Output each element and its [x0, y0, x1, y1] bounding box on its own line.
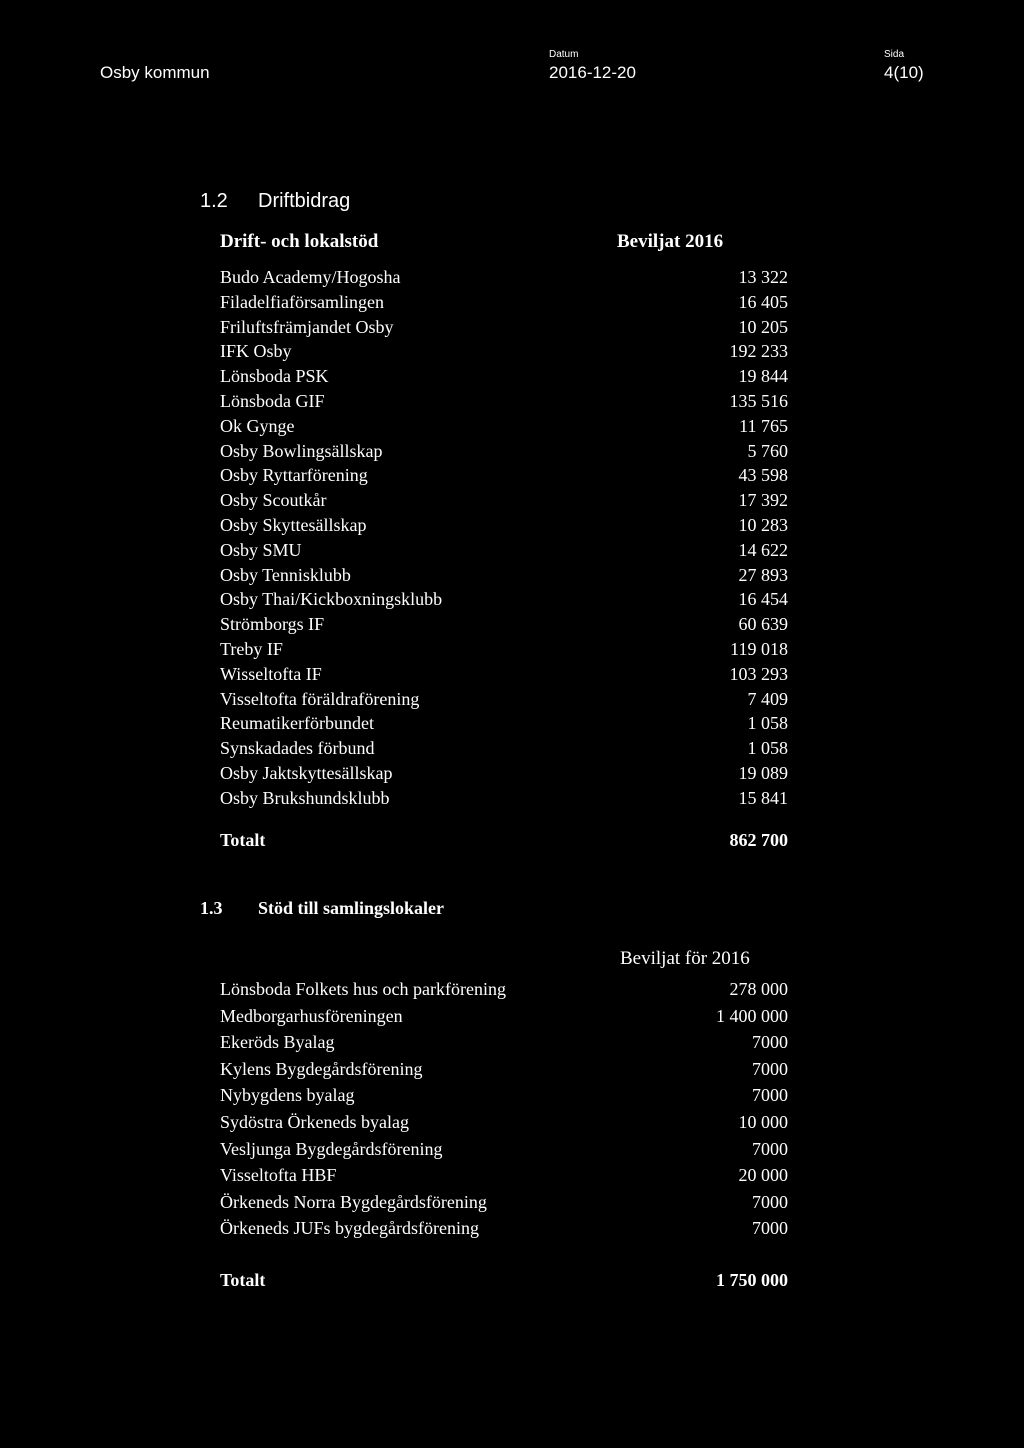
row-name: Lönsboda Folkets hus och parkförening [220, 979, 506, 999]
table-row [220, 315, 790, 340]
document-date: 2016-12-20 [549, 63, 636, 82]
row-amount: 10 000 [738, 1111, 788, 1132]
row-amount: 20 000 [738, 1165, 788, 1186]
row-amount: 14 622 [738, 539, 788, 560]
row-amount: 135 516 [729, 390, 788, 411]
row-name: Medborgarhusföreningen [220, 1005, 403, 1026]
table-row [220, 488, 790, 513]
table-row [220, 736, 790, 761]
samlingslokaler-total [220, 1270, 788, 1291]
row-amount: 103 293 [729, 663, 788, 684]
table-row [220, 463, 790, 488]
table-row [220, 1162, 788, 1189]
row-name: Osby Skyttesällskap [220, 514, 367, 535]
row-name: Lönsboda GIF [220, 390, 325, 411]
table-row [220, 786, 790, 811]
table-row [220, 1082, 788, 1109]
table-row [220, 414, 790, 439]
row-name: Örkeneds Norra Bygdegårdsförening [220, 1191, 487, 1212]
row-name: Vesljunga Bygdegårdsförening [220, 1138, 443, 1159]
row-amount: 11 765 [739, 415, 788, 436]
row-name: Nybygdens byalag [220, 1085, 355, 1106]
row-name: Treby IF [220, 638, 283, 659]
table-row [220, 439, 790, 464]
table-row [220, 1029, 788, 1056]
row-name: IFK Osby [220, 341, 292, 362]
table-row [220, 538, 790, 563]
total-value: 862 700 [729, 830, 788, 850]
driftbidrag-table [220, 265, 790, 811]
row-amount: 1 058 [747, 713, 788, 734]
table-row [220, 389, 790, 414]
table-row [220, 290, 790, 315]
row-amount: 7000 [752, 1191, 788, 1212]
total-value: 1 750 000 [716, 1270, 788, 1290]
date-label: Datum [549, 49, 579, 60]
row-amount: 19 089 [738, 762, 788, 783]
row-amount: 7000 [752, 1032, 788, 1053]
row-name: Osby Jaktskyttesällskap [220, 762, 393, 783]
row-amount: 278 000 [729, 979, 788, 999]
row-name: Friluftsfrämjandet Osby [220, 316, 394, 337]
row-name: Visseltofta föräldraförening [220, 688, 420, 709]
row-amount: 10 205 [738, 316, 788, 337]
page-label: Sida [884, 49, 905, 60]
section-title: Driftbidrag [258, 190, 351, 212]
table-row [220, 687, 790, 712]
table-row [220, 761, 790, 786]
row-amount: 7000 [752, 1138, 788, 1159]
row-name: Osby Scoutkår [220, 490, 327, 511]
page-number: 4(10) [884, 63, 924, 82]
row-amount: 17 392 [738, 490, 788, 511]
samlingslokaler-table [220, 976, 788, 1242]
table-row [220, 563, 790, 588]
row-name: Lönsboda PSK [220, 366, 329, 387]
row-amount: 7 409 [747, 688, 788, 709]
column-header-amount: Beviljat 2016 [617, 231, 724, 252]
row-amount: 16 454 [738, 589, 788, 610]
driftbidrag-total [220, 830, 788, 851]
table-row [220, 513, 790, 538]
total-label: Totalt [220, 1270, 266, 1290]
table-row [220, 1136, 788, 1163]
row-name: Osby SMU [220, 539, 302, 560]
row-amount: 60 639 [738, 614, 788, 635]
row-amount: 16 405 [738, 291, 788, 312]
section-heading-driftbidrag [200, 190, 350, 213]
table-row [220, 1215, 788, 1242]
row-name: Budo Academy/Hogosha [220, 267, 401, 287]
table-row [220, 339, 790, 364]
section-title: Stöd till samlingslokaler [258, 898, 445, 918]
row-name: Örkeneds JUFs bygdegårdsförening [220, 1218, 479, 1239]
row-name: Synskadades förbund [220, 738, 375, 759]
row-name: Strömborgs IF [220, 614, 325, 635]
row-amount: 1 058 [747, 738, 788, 759]
row-amount: 43 598 [738, 465, 788, 486]
row-amount: 5 760 [747, 440, 788, 461]
total-label: Totalt [220, 830, 266, 850]
row-amount: 7000 [752, 1218, 788, 1239]
row-name: Ekeröds Byalag [220, 1032, 335, 1053]
table-row [220, 265, 790, 290]
row-name: Osby Tennisklubb [220, 564, 351, 585]
table-row [220, 637, 790, 662]
table-row [220, 1056, 788, 1083]
row-name: Filadelfiaförsamlingen [220, 291, 384, 312]
section-number: 1.3 [200, 898, 223, 918]
table-row [220, 1109, 788, 1136]
section-heading-samlingslokaler [200, 898, 444, 919]
table-row [220, 364, 790, 389]
column-header-name: Drift- och lokalstöd [220, 231, 379, 252]
table-row [220, 976, 788, 1003]
row-amount: 7000 [752, 1085, 788, 1106]
column-header-amount: Beviljat för 2016 [620, 948, 750, 969]
row-name: Sydöstra Örkeneds byalag [220, 1111, 409, 1132]
row-name: Osby Ryttarförening [220, 465, 368, 486]
row-name: Osby Thai/Kickboxningsklubb [220, 589, 443, 610]
row-name: Kylens Bygdegårdsförening [220, 1058, 423, 1079]
row-amount: 27 893 [738, 564, 788, 585]
row-name: Osby Bowlingsällskap [220, 440, 383, 461]
row-name: Osby Brukshundsklubb [220, 787, 390, 808]
row-amount: 19 844 [738, 366, 788, 387]
table-row [220, 1189, 788, 1216]
section-number: 1.2 [200, 190, 228, 212]
table-row [220, 711, 790, 736]
table-row [220, 612, 790, 637]
row-amount: 13 322 [738, 267, 788, 287]
organization-name: Osby kommun [100, 63, 210, 82]
row-name: Wisseltofta IF [220, 663, 322, 684]
row-name: Visseltofta HBF [220, 1165, 337, 1186]
row-name: Reumatikerförbundet [220, 713, 374, 734]
row-amount: 1 400 000 [716, 1005, 788, 1026]
table-row [220, 587, 790, 612]
row-amount: 7000 [752, 1058, 788, 1079]
table-row [220, 1003, 788, 1030]
row-amount: 15 841 [738, 787, 788, 808]
row-amount: 10 283 [738, 514, 788, 535]
row-amount: 119 018 [730, 638, 788, 659]
row-name: Ok Gynge [220, 415, 295, 436]
table-row [220, 662, 790, 687]
row-amount: 192 233 [729, 341, 788, 362]
